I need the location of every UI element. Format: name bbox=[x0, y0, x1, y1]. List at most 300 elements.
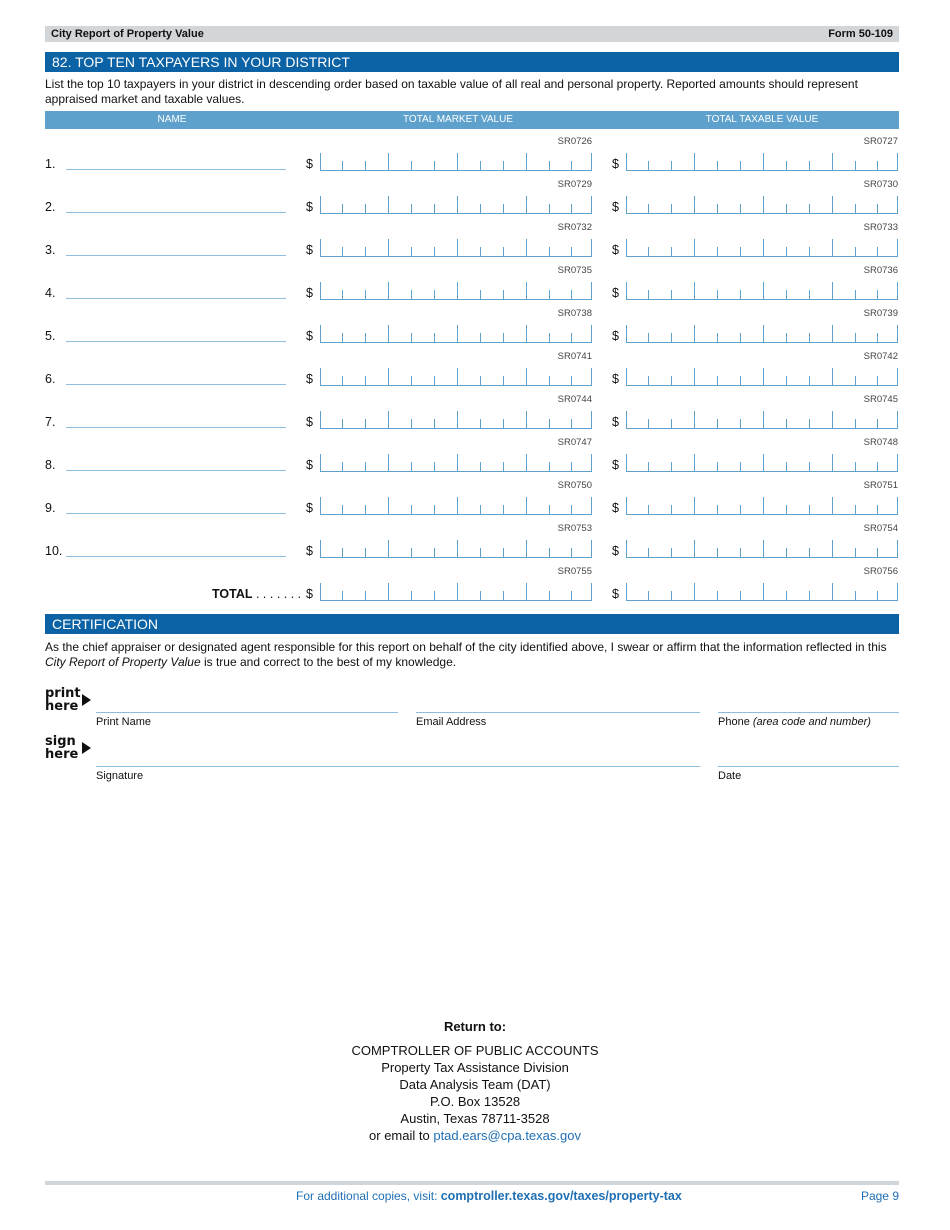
digit-divider bbox=[434, 505, 435, 514]
digit-divider bbox=[717, 333, 718, 342]
digit-divider bbox=[897, 411, 898, 428]
sign-here-stamp: sign here bbox=[45, 734, 79, 762]
field-code: SR0736 bbox=[863, 265, 898, 276]
digit-divider bbox=[549, 376, 550, 385]
digit-divider bbox=[342, 462, 343, 471]
digit-divider bbox=[503, 462, 504, 471]
digit-divider bbox=[717, 505, 718, 514]
digit-divider bbox=[877, 591, 878, 600]
digit-divider bbox=[388, 583, 389, 600]
digit-divider bbox=[526, 153, 527, 170]
digit-divider bbox=[763, 325, 764, 342]
taxpayer-row bbox=[0, 523, 950, 566]
digit-divider bbox=[740, 505, 741, 514]
form-header-bar bbox=[45, 26, 899, 42]
digit-divider bbox=[877, 290, 878, 299]
digit-divider bbox=[549, 462, 550, 471]
field-code: SR0748 bbox=[863, 437, 898, 448]
footer-rule bbox=[45, 1181, 899, 1185]
digit-divider bbox=[717, 204, 718, 213]
taxpayer-name-field[interactable] bbox=[66, 384, 286, 385]
digit-divider bbox=[503, 591, 504, 600]
column-market-value: TOTAL MARKET VALUE bbox=[402, 114, 514, 125]
digit-divider bbox=[457, 153, 458, 170]
digit-divider bbox=[763, 282, 764, 299]
digit-divider bbox=[457, 411, 458, 428]
digit-divider bbox=[411, 548, 412, 557]
digit-divider bbox=[694, 454, 695, 471]
digit-divider bbox=[786, 247, 787, 256]
digit-divider bbox=[626, 368, 627, 385]
dollar-sign: $ bbox=[306, 329, 313, 343]
digit-divider bbox=[717, 290, 718, 299]
market-value-field[interactable] bbox=[320, 454, 592, 472]
digit-divider bbox=[480, 419, 481, 428]
taxable-value-field[interactable] bbox=[626, 153, 898, 171]
digit-divider bbox=[717, 591, 718, 600]
taxpayer-row bbox=[0, 437, 950, 480]
digit-divider bbox=[832, 454, 833, 471]
row-number: 6. bbox=[45, 372, 56, 386]
digit-divider bbox=[526, 239, 527, 256]
digit-divider bbox=[832, 583, 833, 600]
digit-divider bbox=[591, 282, 592, 299]
digit-divider bbox=[365, 333, 366, 342]
digit-divider bbox=[434, 376, 435, 385]
dollar-sign: $ bbox=[612, 157, 619, 171]
row-number: 8. bbox=[45, 458, 56, 472]
digit-divider bbox=[763, 497, 764, 514]
digit-divider bbox=[626, 239, 627, 256]
digit-divider bbox=[549, 204, 550, 213]
digit-divider bbox=[786, 505, 787, 514]
digit-divider bbox=[897, 282, 898, 299]
digit-divider bbox=[626, 153, 627, 170]
total-label: TOTAL . . . . . . . bbox=[212, 587, 302, 601]
dollar-sign: $ bbox=[306, 243, 313, 257]
digit-divider bbox=[717, 376, 718, 385]
section-82-title: 82. TOP TEN TAXPAYERS IN YOUR DISTRICT bbox=[52, 54, 350, 70]
digit-divider bbox=[457, 368, 458, 385]
dollar-sign: $ bbox=[612, 458, 619, 472]
field-code: SR0756 bbox=[863, 566, 898, 577]
digit-divider bbox=[897, 325, 898, 342]
digit-divider bbox=[740, 333, 741, 342]
digit-divider bbox=[320, 282, 321, 299]
email-field[interactable] bbox=[416, 712, 700, 713]
digit-divider bbox=[671, 290, 672, 299]
digit-divider bbox=[897, 239, 898, 256]
digit-divider bbox=[571, 204, 572, 213]
digit-divider bbox=[740, 161, 741, 170]
taxable-value-field[interactable] bbox=[626, 196, 898, 214]
taxpayer-name-field[interactable] bbox=[66, 470, 286, 471]
digit-divider bbox=[694, 411, 695, 428]
digit-divider bbox=[320, 497, 321, 514]
return-address: COMPTROLLER OF PUBLIC ACCOUNTS Property Tax Assistance Division Data Analysis Team (DAT) P.O. Box 13528 Austin, Texas 78711-3528 or email to ptad.ears@cpa.texas.gov bbox=[0, 1042, 950, 1144]
digit-divider bbox=[571, 591, 572, 600]
digit-divider bbox=[591, 497, 592, 514]
taxpayer-row bbox=[0, 265, 950, 308]
row-number: 1. bbox=[45, 157, 56, 171]
digit-divider bbox=[365, 591, 366, 600]
digit-divider bbox=[809, 290, 810, 299]
digit-divider bbox=[411, 161, 412, 170]
digit-divider bbox=[526, 454, 527, 471]
digit-divider bbox=[434, 290, 435, 299]
taxable-value-field[interactable] bbox=[626, 325, 898, 343]
digit-divider bbox=[897, 583, 898, 600]
digit-divider bbox=[740, 204, 741, 213]
market-value-field[interactable] bbox=[320, 497, 592, 515]
market-value-field[interactable] bbox=[320, 325, 592, 343]
field-code: SR0730 bbox=[863, 179, 898, 190]
digit-divider bbox=[503, 419, 504, 428]
field-code: SR0741 bbox=[557, 351, 592, 362]
digit-divider bbox=[503, 548, 504, 557]
field-code: SR0726 bbox=[557, 136, 592, 147]
digit-divider bbox=[457, 325, 458, 342]
digit-divider bbox=[648, 591, 649, 600]
digit-divider bbox=[671, 376, 672, 385]
digit-divider bbox=[786, 204, 787, 213]
taxpayer-row bbox=[0, 394, 950, 437]
taxpayer-name-field[interactable] bbox=[66, 341, 286, 342]
digit-divider bbox=[809, 161, 810, 170]
digit-divider bbox=[503, 161, 504, 170]
digit-divider bbox=[694, 196, 695, 213]
row-number: 7. bbox=[45, 415, 56, 429]
dollar-sign: $ bbox=[306, 415, 313, 429]
digit-divider bbox=[626, 540, 627, 557]
digit-divider bbox=[480, 247, 481, 256]
market-value-field[interactable] bbox=[320, 411, 592, 429]
taxpayer-name-field[interactable] bbox=[66, 212, 286, 213]
digit-divider bbox=[626, 454, 627, 471]
digit-divider bbox=[648, 462, 649, 471]
field-code: SR0735 bbox=[557, 265, 592, 276]
digit-divider bbox=[626, 325, 627, 342]
digit-divider bbox=[717, 419, 718, 428]
digit-divider bbox=[717, 161, 718, 170]
digit-divider bbox=[694, 325, 695, 342]
digit-divider bbox=[320, 239, 321, 256]
taxpayer-row bbox=[0, 308, 950, 351]
digit-divider bbox=[365, 247, 366, 256]
digit-divider bbox=[342, 419, 343, 428]
market-value-field[interactable] bbox=[320, 196, 592, 214]
taxpayer-name-field[interactable] bbox=[66, 556, 286, 557]
market-value-field[interactable] bbox=[320, 153, 592, 171]
dollar-sign: $ bbox=[612, 329, 619, 343]
digit-divider bbox=[671, 161, 672, 170]
digit-divider bbox=[526, 282, 527, 299]
digit-divider bbox=[549, 290, 550, 299]
digit-divider bbox=[365, 204, 366, 213]
digit-divider bbox=[694, 540, 695, 557]
digit-divider bbox=[388, 196, 389, 213]
digit-divider bbox=[591, 239, 592, 256]
digit-divider bbox=[740, 247, 741, 256]
digit-divider bbox=[342, 290, 343, 299]
taxable-value-field[interactable] bbox=[626, 239, 898, 257]
digit-divider bbox=[786, 333, 787, 342]
digit-divider bbox=[877, 204, 878, 213]
digit-divider bbox=[855, 333, 856, 342]
digit-divider bbox=[411, 591, 412, 600]
field-code: SR0739 bbox=[863, 308, 898, 319]
digit-divider bbox=[434, 548, 435, 557]
digit-divider bbox=[549, 548, 550, 557]
digit-divider bbox=[591, 540, 592, 557]
digit-divider bbox=[571, 548, 572, 557]
digit-divider bbox=[855, 161, 856, 170]
field-code: SR0745 bbox=[863, 394, 898, 405]
digit-divider bbox=[648, 204, 649, 213]
taxpayer-name-field[interactable] bbox=[66, 513, 286, 514]
return-email-link[interactable]: ptad.ears@cpa.texas.gov bbox=[433, 1128, 581, 1143]
digit-divider bbox=[809, 376, 810, 385]
total-market-value-field[interactable] bbox=[320, 583, 592, 601]
signature-label: Signature bbox=[96, 770, 144, 782]
digit-divider bbox=[388, 239, 389, 256]
dollar-sign: $ bbox=[612, 372, 619, 386]
field-code: SR0738 bbox=[557, 308, 592, 319]
digit-divider bbox=[457, 239, 458, 256]
digit-divider bbox=[549, 333, 550, 342]
digit-divider bbox=[480, 462, 481, 471]
digit-divider bbox=[717, 548, 718, 557]
column-header-bar bbox=[45, 111, 899, 129]
digit-divider bbox=[740, 548, 741, 557]
digit-divider bbox=[671, 247, 672, 256]
taxpayer-name-field[interactable] bbox=[66, 298, 286, 299]
digit-divider bbox=[591, 583, 592, 600]
digit-divider bbox=[434, 591, 435, 600]
digit-divider bbox=[549, 505, 550, 514]
digit-divider bbox=[855, 376, 856, 385]
digit-divider bbox=[855, 505, 856, 514]
digit-divider bbox=[626, 497, 627, 514]
digit-divider bbox=[855, 204, 856, 213]
field-code: SR0729 bbox=[557, 179, 592, 190]
dollar-sign: $ bbox=[306, 544, 313, 558]
digit-divider bbox=[342, 333, 343, 342]
digit-divider bbox=[342, 161, 343, 170]
field-code: SR0755 bbox=[557, 566, 592, 577]
digit-divider bbox=[526, 540, 527, 557]
digit-divider bbox=[434, 333, 435, 342]
digit-divider bbox=[480, 505, 481, 514]
digit-divider bbox=[809, 204, 810, 213]
digit-divider bbox=[457, 454, 458, 471]
column-taxable-value: TOTAL TAXABLE VALUE bbox=[705, 114, 819, 125]
digit-divider bbox=[626, 583, 627, 600]
digit-divider bbox=[388, 411, 389, 428]
digit-divider bbox=[434, 247, 435, 256]
row-number: 9. bbox=[45, 501, 56, 515]
digit-divider bbox=[626, 411, 627, 428]
digit-divider bbox=[549, 161, 550, 170]
market-value-field[interactable] bbox=[320, 239, 592, 257]
digit-divider bbox=[897, 368, 898, 385]
digit-divider bbox=[694, 239, 695, 256]
digit-divider bbox=[342, 548, 343, 557]
digit-divider bbox=[763, 239, 764, 256]
digit-divider bbox=[897, 454, 898, 471]
print-name-label: Print Name bbox=[96, 716, 152, 728]
field-code: SR0742 bbox=[863, 351, 898, 362]
digit-divider bbox=[832, 325, 833, 342]
total-row bbox=[0, 566, 950, 609]
digit-divider bbox=[648, 247, 649, 256]
market-value-field[interactable] bbox=[320, 540, 592, 558]
phone-field[interactable] bbox=[718, 712, 899, 713]
digit-divider bbox=[571, 419, 572, 428]
digit-divider bbox=[832, 153, 833, 170]
digit-divider bbox=[591, 454, 592, 471]
digit-divider bbox=[365, 290, 366, 299]
digit-divider bbox=[786, 419, 787, 428]
digit-divider bbox=[626, 282, 627, 299]
digit-divider bbox=[342, 505, 343, 514]
market-value-field[interactable] bbox=[320, 282, 592, 300]
digit-divider bbox=[480, 376, 481, 385]
digit-divider bbox=[571, 290, 572, 299]
arrow-right-icon bbox=[82, 694, 91, 706]
digit-divider bbox=[365, 505, 366, 514]
digit-divider bbox=[320, 411, 321, 428]
digit-divider bbox=[365, 376, 366, 385]
row-number: 4. bbox=[45, 286, 56, 300]
digit-divider bbox=[388, 540, 389, 557]
digit-divider bbox=[648, 376, 649, 385]
digit-divider bbox=[763, 196, 764, 213]
taxpayer-name-field[interactable] bbox=[66, 255, 286, 256]
digit-divider bbox=[591, 411, 592, 428]
digit-divider bbox=[832, 497, 833, 514]
taxpayer-row bbox=[0, 222, 950, 265]
digit-divider bbox=[434, 161, 435, 170]
digit-divider bbox=[786, 591, 787, 600]
total-taxable-value-field[interactable] bbox=[626, 583, 898, 601]
digit-divider bbox=[526, 196, 527, 213]
digit-divider bbox=[342, 247, 343, 256]
taxable-value-field[interactable] bbox=[626, 368, 898, 386]
arrow-right-icon bbox=[82, 742, 91, 754]
digit-divider bbox=[832, 540, 833, 557]
taxable-value-field[interactable] bbox=[626, 497, 898, 515]
digit-divider bbox=[786, 161, 787, 170]
form-number: Form 50-109 bbox=[828, 28, 893, 40]
digit-divider bbox=[503, 204, 504, 213]
digit-divider bbox=[480, 290, 481, 299]
digit-divider bbox=[457, 497, 458, 514]
digit-divider bbox=[855, 247, 856, 256]
digit-divider bbox=[855, 591, 856, 600]
taxable-value-field[interactable] bbox=[626, 411, 898, 429]
digit-divider bbox=[571, 161, 572, 170]
digit-divider bbox=[877, 376, 878, 385]
digit-divider bbox=[571, 462, 572, 471]
digit-divider bbox=[480, 591, 481, 600]
digit-divider bbox=[855, 548, 856, 557]
taxable-value-field[interactable] bbox=[626, 454, 898, 472]
field-code: SR0751 bbox=[863, 480, 898, 491]
digit-divider bbox=[763, 540, 764, 557]
digit-divider bbox=[457, 196, 458, 213]
digit-divider bbox=[809, 333, 810, 342]
digit-divider bbox=[671, 204, 672, 213]
column-name: NAME bbox=[157, 114, 187, 125]
digit-divider bbox=[877, 333, 878, 342]
section-82-intro: List the top 10 taxpayers in your district in descending order based on taxable value of all real and personal property. Reported amounts should represent appraised market and taxable values. bbox=[45, 77, 858, 106]
phone-label: Phone (area code and number) bbox=[718, 716, 871, 728]
digit-divider bbox=[832, 196, 833, 213]
dollar-sign: $ bbox=[612, 286, 619, 300]
digit-divider bbox=[342, 591, 343, 600]
print-here-stamp: print here bbox=[45, 686, 81, 714]
digit-divider bbox=[503, 505, 504, 514]
digit-divider bbox=[549, 419, 550, 428]
footer-url-link[interactable]: comptroller.texas.gov/taxes/property-tax bbox=[440, 1189, 682, 1203]
digit-divider bbox=[694, 153, 695, 170]
digit-divider bbox=[648, 548, 649, 557]
print-name-field[interactable] bbox=[96, 712, 398, 713]
digit-divider bbox=[877, 462, 878, 471]
digit-divider bbox=[832, 411, 833, 428]
signature-field[interactable] bbox=[96, 766, 700, 767]
taxpayer-row bbox=[0, 179, 950, 222]
digit-divider bbox=[388, 282, 389, 299]
taxpayer-name-field[interactable] bbox=[66, 427, 286, 428]
digit-divider bbox=[855, 419, 856, 428]
digit-divider bbox=[411, 333, 412, 342]
digit-divider bbox=[503, 333, 504, 342]
digit-divider bbox=[897, 153, 898, 170]
digit-divider bbox=[786, 462, 787, 471]
digit-divider bbox=[763, 411, 764, 428]
digit-divider bbox=[694, 368, 695, 385]
digit-divider bbox=[832, 239, 833, 256]
digit-divider bbox=[671, 462, 672, 471]
row-number: 3. bbox=[45, 243, 56, 257]
digit-divider bbox=[434, 419, 435, 428]
digit-divider bbox=[740, 376, 741, 385]
digit-divider bbox=[671, 419, 672, 428]
taxpayer-row bbox=[0, 136, 950, 179]
digit-divider bbox=[320, 325, 321, 342]
market-value-field[interactable] bbox=[320, 368, 592, 386]
taxable-value-field[interactable] bbox=[626, 540, 898, 558]
digit-divider bbox=[480, 333, 481, 342]
digit-divider bbox=[388, 325, 389, 342]
digit-divider bbox=[877, 161, 878, 170]
row-number: 10. bbox=[45, 544, 63, 558]
digit-divider bbox=[648, 419, 649, 428]
taxable-value-field[interactable] bbox=[626, 282, 898, 300]
digit-divider bbox=[897, 540, 898, 557]
digit-divider bbox=[809, 419, 810, 428]
date-field[interactable] bbox=[718, 766, 899, 767]
digit-divider bbox=[457, 583, 458, 600]
date-label: Date bbox=[718, 770, 742, 782]
digit-divider bbox=[411, 419, 412, 428]
taxpayer-name-field[interactable] bbox=[66, 169, 286, 170]
digit-divider bbox=[503, 247, 504, 256]
field-code: SR0750 bbox=[557, 480, 592, 491]
digit-divider bbox=[877, 247, 878, 256]
